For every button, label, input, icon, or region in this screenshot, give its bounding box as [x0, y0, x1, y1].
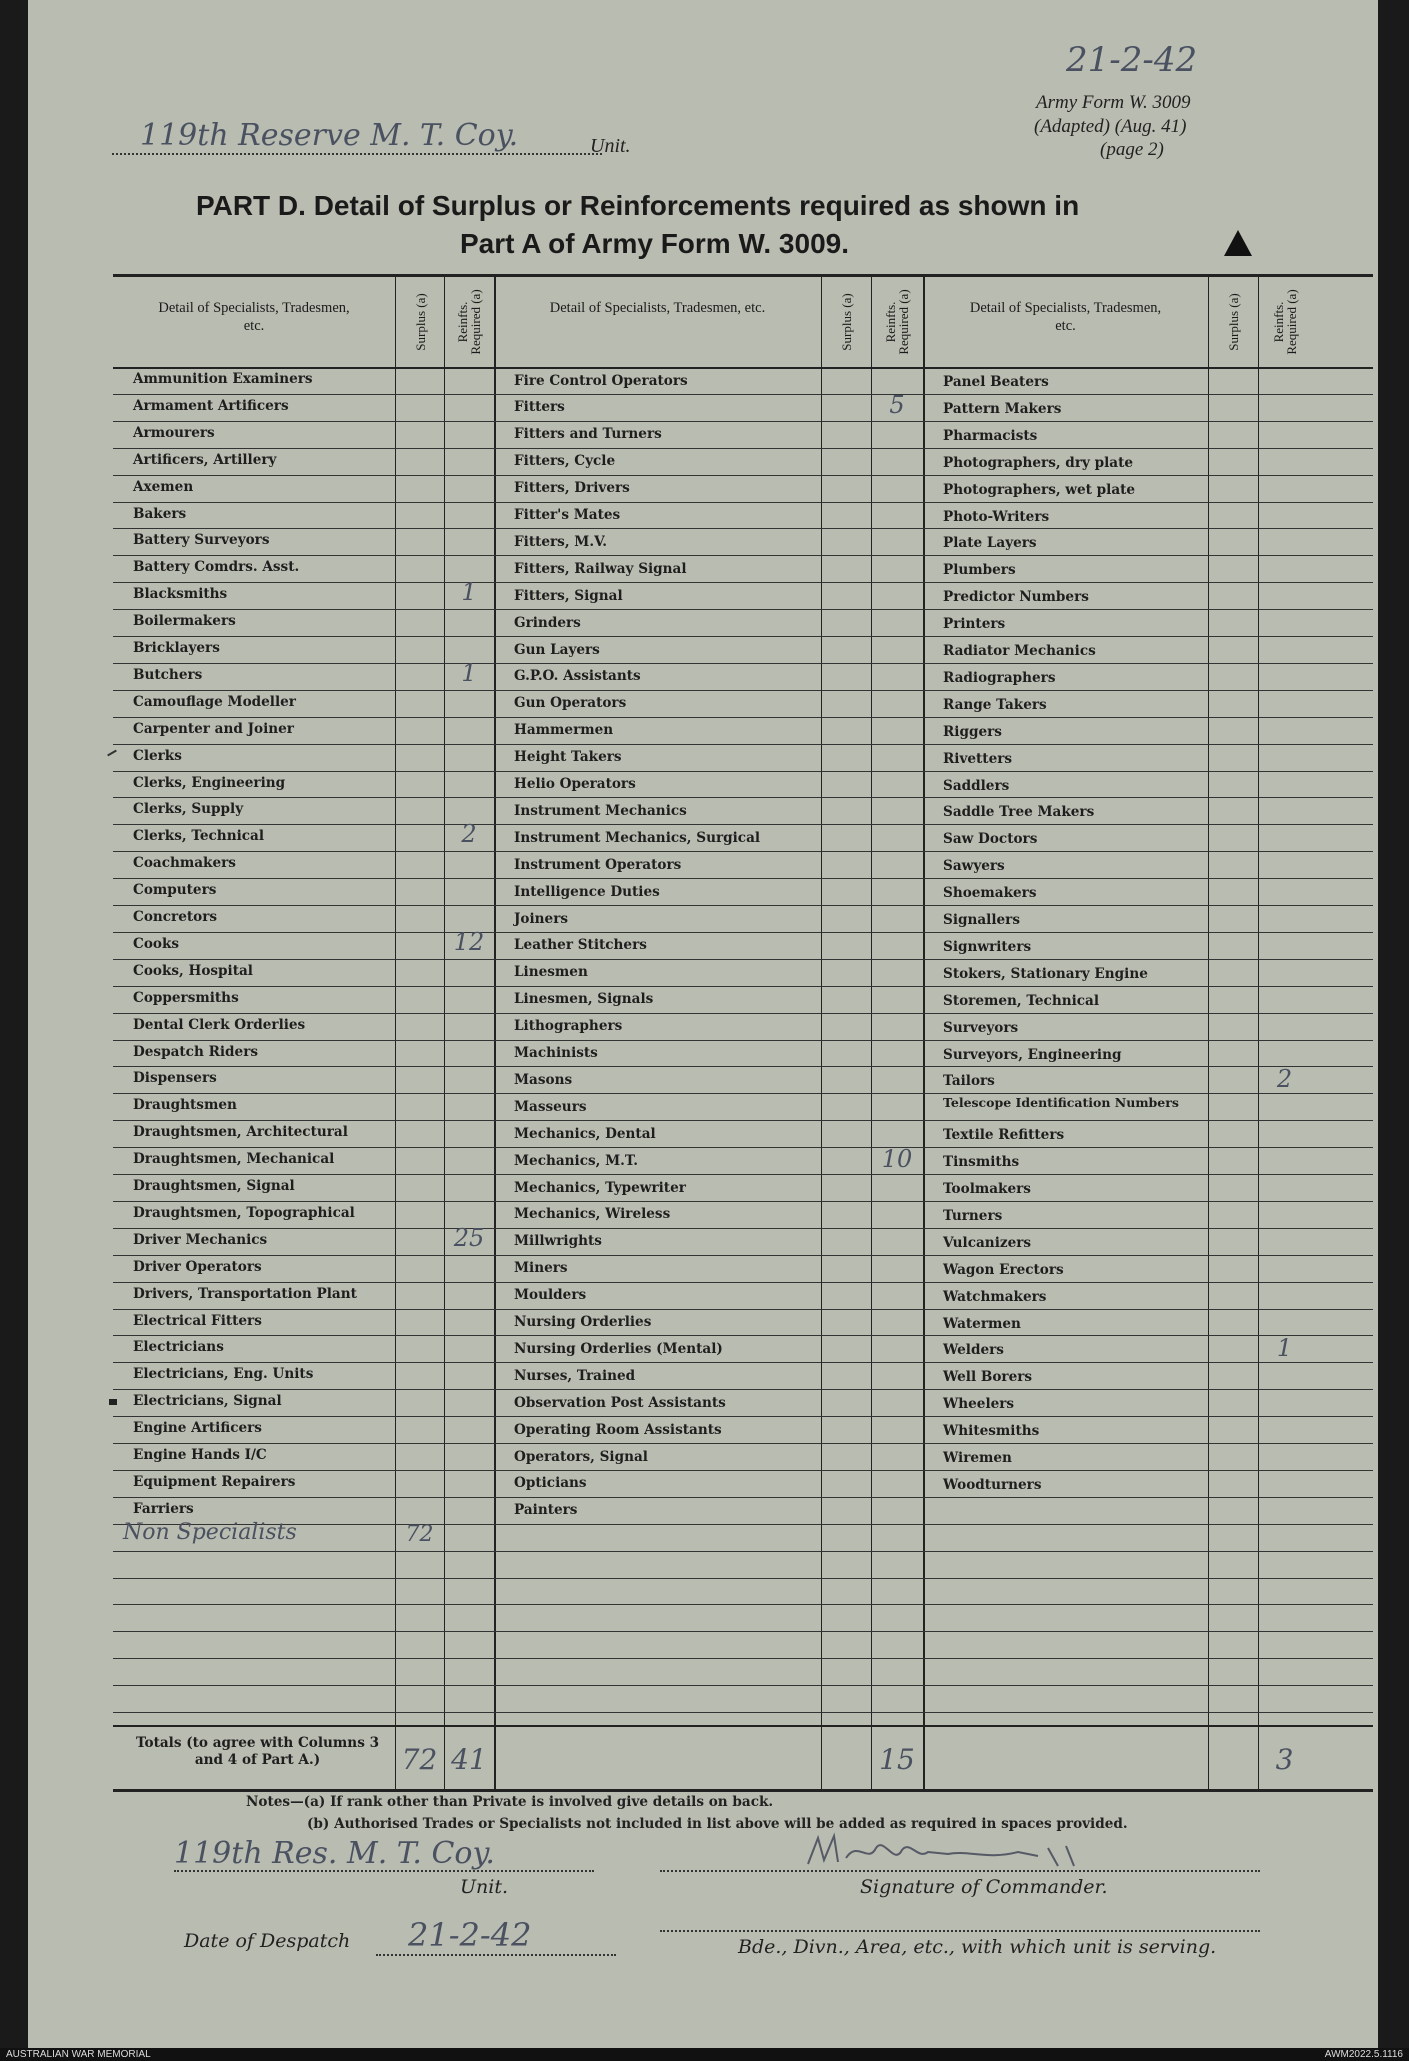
table-cell-label: Observation Post Assistants — [514, 1394, 726, 1411]
row-divider — [113, 1470, 1373, 1471]
row-divider — [113, 1443, 1373, 1444]
row-divider — [113, 1551, 1373, 1552]
column-header-reinfts: Reinfts. Required (a) — [883, 289, 911, 355]
footer-unit-label: Unit. — [460, 1876, 509, 1898]
table-cell-label: Photographers, dry plate — [943, 454, 1134, 471]
table-cell-label: Draughtsmen — [133, 1097, 237, 1114]
table-cell-label: Signwriters — [943, 938, 1032, 955]
table-cell-label: Gun Layers — [514, 641, 600, 658]
column-divider — [444, 277, 445, 1789]
reinfts-value: 1 — [1276, 1334, 1293, 1363]
table-cell-label: Toolmakers — [943, 1181, 1031, 1197]
table-cell-label: Electricians, Signal — [133, 1393, 282, 1410]
table-cell-label: Radiator Mechanics — [943, 643, 1096, 659]
bde-line — [660, 1930, 1260, 1932]
archive-name: AUSTRALIAN WAR MEMORIAL — [6, 2049, 151, 2060]
date-line — [376, 1954, 616, 1956]
table-cell-label: Shoemakers — [943, 885, 1037, 902]
table-cell-label: Electricians — [133, 1339, 224, 1356]
row-divider — [113, 986, 1373, 987]
table-cell-label: Bakers — [133, 505, 187, 522]
table-cell-label: Coachmakers — [133, 855, 236, 872]
table-cell-label: Turners — [943, 1207, 1003, 1224]
table-cell-label: Printers — [943, 616, 1006, 633]
table-cell-label: Fitters — [514, 399, 565, 416]
row-divider — [113, 528, 1373, 529]
table-cell-label: Blacksmiths — [133, 586, 228, 603]
table-cell-label: Electricians, Eng. Units — [133, 1366, 314, 1383]
column-divider — [821, 277, 822, 1789]
table-cell-label: Mechanics, Wireless — [514, 1206, 671, 1223]
row-divider — [113, 1120, 1373, 1121]
table-cell-label: Mechanics, M.T. — [514, 1152, 638, 1169]
signature-label: Signature of Commander. — [860, 1876, 1108, 1898]
table-cell-label: Riggers — [943, 723, 1002, 740]
archive-ref: AWM2022.5.1116 — [1324, 2049, 1403, 2060]
table-cell-label: Battery Surveyors — [133, 532, 270, 549]
non-specialists-label: Non Specialists — [123, 1519, 297, 1545]
table-cell-label: Surveyors, Engineering — [943, 1046, 1122, 1063]
table-cell-label: Fitters and Turners — [514, 426, 662, 443]
form-number-line2: (Adapted) (Aug. 41) — [1034, 116, 1187, 137]
table-cell-label: Whitesmiths — [943, 1423, 1040, 1440]
footer-handwritten-unit: 119th Res. M. T. Coy. — [174, 1836, 495, 1871]
column-header-reinfts: Reinfts. Required (a) — [1270, 289, 1299, 355]
reinfts-value: 1 — [461, 578, 477, 607]
table-cell-label: Linesmen, Signals — [514, 991, 654, 1008]
table-cell-label: Grinders — [514, 614, 581, 631]
row-divider — [113, 932, 1373, 933]
torn-corner-mark — [1224, 230, 1252, 256]
row-divider — [113, 1712, 1373, 1713]
form-number-line1: Army Form W. 3009 — [1036, 92, 1191, 113]
table-cell-label: Axemen — [133, 478, 194, 495]
table-cell-label: Saw Doctors — [943, 831, 1038, 848]
table-cell-label: Predictor Numbers — [943, 589, 1089, 606]
note-b: (b) Authorised Trades or Specialists not included in list above will be added as required in spaces provided. — [307, 1816, 1128, 1832]
row-divider — [113, 1685, 1373, 1686]
table-cell-label: Welders — [943, 1342, 1004, 1359]
row-divider — [113, 1013, 1373, 1014]
row-divider — [113, 663, 1373, 664]
row-divider — [113, 1282, 1373, 1283]
table-cell-label: Rivetters — [943, 750, 1013, 767]
table-cell-label: Pattern Makers — [943, 400, 1062, 417]
table-cell-label: Panel Beaters — [943, 374, 1049, 390]
table-cell-label: Radiographers — [943, 669, 1056, 686]
table-cell-label: Ammunition Examiners — [133, 371, 313, 387]
row-divider — [113, 959, 1373, 960]
table-cell-label: Wheelers — [943, 1396, 1015, 1413]
table-cell-label: Concretors — [133, 909, 218, 925]
row-divider — [113, 744, 1373, 745]
row-divider — [113, 1658, 1373, 1659]
table-cell-label: Sawyers — [943, 858, 1005, 875]
table-cell-label: Driver Mechanics — [133, 1231, 268, 1248]
table-cell-label: Intelligence Duties — [514, 883, 660, 900]
table-cell-label: Fire Control Operators — [514, 372, 688, 389]
table-cell-label: Draughtsmen, Topographical — [133, 1204, 355, 1221]
table-cell-label: Height Takers — [514, 749, 622, 766]
header-divider — [113, 367, 1373, 369]
table-cell-label: Masseurs — [514, 1098, 587, 1115]
page-title-line1: PART D. Detail of Surplus or Reinforcements required as shown in — [196, 190, 1080, 221]
table-cell-label: Drivers, Transportation Plant — [133, 1285, 357, 1302]
column-divider — [923, 277, 925, 1789]
column-divider — [494, 277, 496, 1789]
table-cell-label: Engine Hands I/C — [133, 1447, 267, 1463]
table-cell-label: Vulcanizers — [943, 1234, 1032, 1251]
table-cell-label: Nurses, Trained — [514, 1367, 636, 1384]
table-cell-label: Clerks, Supply — [133, 801, 244, 818]
table-cell-label: Equipment Repairers — [133, 1473, 296, 1490]
row-divider — [113, 1201, 1373, 1202]
table-cell-label: Nursing Orderlies (Mental) — [514, 1340, 723, 1357]
form-number-line3: (page 2) — [1100, 139, 1164, 160]
table-cell-label: Draughtsmen, Mechanical — [133, 1151, 335, 1168]
table-cell-label: Surveyors — [943, 1019, 1019, 1036]
row-divider — [113, 1416, 1373, 1417]
table-cell-label: Wagon Erectors — [943, 1261, 1064, 1278]
table-cell-label: Saddlers — [943, 777, 1010, 794]
table-cell-label: Watchmakers — [943, 1288, 1047, 1305]
row-divider — [113, 771, 1373, 772]
totals-value: 3 — [1275, 1743, 1294, 1776]
row-divider — [113, 1255, 1373, 1256]
table-cell-label: Fitters, Drivers — [514, 480, 630, 497]
table-cell-label: Plate Layers — [943, 535, 1037, 552]
table-cell-label: Plumbers — [943, 562, 1016, 579]
row-divider — [113, 1524, 1373, 1525]
table-cell-label: Driver Operators — [133, 1258, 262, 1275]
table-cell-label: Electrical Fitters — [133, 1312, 262, 1329]
table-cell-label: Wiremen — [943, 1450, 1012, 1466]
table-cell-label: Artificers, Artillery — [133, 451, 277, 468]
row-divider — [113, 582, 1373, 583]
table-cell-label: Nursing Orderlies — [514, 1314, 652, 1330]
table-cell-label: Masons — [514, 1071, 573, 1088]
row-divider — [113, 609, 1373, 610]
table-cell-label: Machinists — [514, 1045, 598, 1061]
table-cell-label: Millwrights — [514, 1233, 602, 1250]
table-cell-label: Fitters, Cycle — [514, 453, 616, 470]
page-title-line2: Part A of Army Form W. 3009. — [460, 228, 849, 259]
table-cell-label: Armourers — [133, 424, 215, 441]
table-cell-label: Photo-Writers — [943, 508, 1050, 525]
row-divider — [113, 1309, 1373, 1310]
table-cell-label: Cooks — [133, 935, 180, 952]
table-cell-label: Watermen — [943, 1315, 1021, 1332]
row-divider — [113, 636, 1373, 637]
pencil-tick-mark — [107, 749, 117, 756]
totals-value: 15 — [879, 1743, 915, 1776]
note-a: Notes—(a) If rank other than Private is involved give details on back. — [246, 1794, 774, 1810]
table-cell-label: Battery Comdrs. Asst. — [133, 559, 300, 576]
table-cell-label: Range Takers — [943, 696, 1047, 713]
table-cell-label: Draughtsmen, Architectural — [133, 1124, 348, 1141]
row-divider — [113, 448, 1373, 449]
row-divider — [113, 421, 1373, 422]
column-header-detail: Detail of Specialists, Tradesmen, etc. — [969, 300, 1162, 334]
bde-label: Bde., Divn., Area, etc., with which unit is serving. — [738, 1936, 1217, 1958]
table-cell-label: Operating Room Assistants — [514, 1421, 722, 1438]
row-divider — [113, 555, 1373, 556]
footer-unit-line — [174, 1870, 594, 1872]
pencil-tick-mark — [109, 1399, 117, 1405]
table-cell-label: Storemen, Technical — [943, 992, 1100, 1009]
specialists-table — [113, 274, 1373, 1792]
row-divider — [113, 1040, 1373, 1041]
reinfts-value: 5 — [889, 391, 905, 420]
row-divider — [113, 1174, 1373, 1175]
totals-value: 41 — [451, 1743, 487, 1776]
table-cell-label: Armament Artificers — [133, 397, 289, 414]
totals-value: 72 — [401, 1743, 438, 1776]
table-cell-label: Miners — [514, 1260, 568, 1277]
table-cell-label: Saddle Tree Makers — [943, 804, 1095, 821]
column-header-surplus: Surplus (a) — [838, 293, 854, 351]
table-cell-label: Lithographers — [514, 1018, 623, 1035]
table-cell-label: Gun Operators — [514, 695, 627, 712]
reinfts-value: 12 — [453, 927, 485, 956]
table-cell-label: Draughtsmen, Signal — [133, 1178, 295, 1194]
table-cell-label: Farriers — [133, 1500, 194, 1517]
table-cell-label: G.P.O. Assistants — [514, 668, 641, 685]
table-cell-label: Cooks, Hospital — [133, 962, 253, 979]
table-cell-label: Dental Clerk Orderlies — [133, 1016, 306, 1033]
column-header-surplus: Surplus (a) — [412, 293, 427, 351]
table-cell-label: Pharmacists — [943, 427, 1038, 444]
table-cell-label: Coppersmiths — [133, 989, 239, 1006]
reinfts-value: 25 — [453, 1223, 485, 1252]
row-divider — [113, 475, 1373, 476]
table-cell-label: Photographers, wet plate — [943, 481, 1136, 498]
table-cell-label: Despatch Riders — [133, 1043, 259, 1060]
column-divider — [395, 277, 396, 1789]
row-divider — [113, 1335, 1373, 1336]
row-divider — [113, 717, 1373, 718]
column-header-detail: Detail of Specialists, Tradesmen, etc. — [549, 300, 766, 316]
table-cell-label: Tinsmiths — [943, 1154, 1020, 1171]
reinfts-value: 10 — [881, 1144, 913, 1173]
column-header-surplus: Surplus (a) — [1225, 293, 1241, 351]
table-cell-label: Dispensers — [133, 1070, 217, 1087]
table-cell-label: Instrument Operators — [514, 856, 682, 873]
table-cell-label: Mechanics, Dental — [514, 1125, 656, 1142]
column-divider — [1208, 277, 1209, 1789]
row-divider — [113, 797, 1373, 798]
table-cell-label: Tailors — [943, 1073, 995, 1090]
row-divider — [113, 878, 1373, 879]
reinfts-value: 1 — [461, 658, 477, 687]
reinfts-value: 2 — [461, 820, 477, 849]
totals-divider — [113, 1725, 1373, 1727]
date-label: Date of Despatch — [184, 1930, 351, 1952]
table-cell-label: Opticians — [514, 1475, 587, 1492]
table-cell-label: Moulders — [514, 1287, 587, 1304]
table-cell-label: Helio Operators — [514, 776, 636, 792]
handwritten-unit: 119th Reserve M. T. Coy. — [140, 118, 519, 153]
row-divider — [113, 1604, 1373, 1605]
row-divider — [113, 394, 1373, 395]
handwritten-date-top: 21-2-42 — [1066, 40, 1198, 80]
table-cell-label: Bricklayers — [133, 640, 220, 656]
table-cell-label: Stokers, Stationary Engine — [943, 965, 1148, 982]
table-cell-label: Painters — [514, 1502, 578, 1519]
table-cell-label: Clerks — [133, 747, 182, 764]
table-cell-label: Well Borers — [943, 1369, 1033, 1386]
row-divider — [113, 1578, 1373, 1579]
row-divider — [113, 502, 1373, 503]
table-cell-label: Joiners — [514, 910, 569, 927]
row-divider — [113, 905, 1373, 906]
table-cell-label: Textile Refitters — [943, 1127, 1065, 1144]
reinfts-value: 2 — [1276, 1065, 1293, 1094]
column-header-reinfts: Reinfts. Required (a) — [455, 289, 483, 355]
table-cell-label: Engine Artificers — [133, 1420, 262, 1437]
non-specialists-surplus: 72 — [405, 1521, 434, 1547]
table-cell-label: Fitters, M.V. — [514, 533, 607, 550]
column-header-detail: Detail of Specialists, Tradesmen, etc. — [158, 300, 350, 334]
column-divider — [871, 277, 872, 1789]
table-cell-label: Telescope Identification Numbers — [943, 1095, 1179, 1111]
row-divider — [113, 690, 1373, 691]
table-cell-label: Operators, Signal — [514, 1448, 648, 1465]
table-cell-label: Woodturners — [943, 1476, 1042, 1493]
unit-label: Unit. — [590, 135, 631, 157]
table-cell-label: Instrument Mechanics, Surgical — [514, 829, 761, 846]
unit-dotted-line — [112, 153, 602, 155]
commander-signature — [798, 1830, 1098, 1874]
table-cell-label: Linesmen — [514, 964, 588, 981]
archive-strip — [0, 2048, 1409, 2061]
table-cell-label: Butchers — [133, 666, 203, 683]
table-cell-label: Hammermen — [514, 722, 614, 739]
table-cell-label: Fitter's Mates — [514, 507, 621, 523]
row-divider — [113, 1228, 1373, 1229]
row-divider — [113, 1066, 1373, 1067]
totals-label: Totals (to agree with Columns 3 and 4 of Part A.) — [135, 1735, 380, 1768]
table-cell-label: Fitters, Signal — [514, 587, 623, 604]
table-cell-label: Camouflage Modeller — [133, 693, 296, 710]
row-divider — [113, 1631, 1373, 1632]
table-cell-label: Fitters, Railway Signal — [514, 560, 687, 577]
table-cell-label: Clerks, Engineering — [133, 774, 286, 791]
form-page — [28, 0, 1378, 2048]
row-divider — [113, 1362, 1373, 1363]
row-divider — [113, 1147, 1373, 1148]
table-cell-label: Signallers — [943, 912, 1020, 928]
table-cell-label: Mechanics, Typewriter — [514, 1179, 686, 1196]
row-divider — [113, 1093, 1373, 1094]
table-cell-label: Boilermakers — [133, 613, 236, 630]
table-cell-label: Carpenter and Joiner — [133, 720, 294, 737]
table-cell-label: Instrument Mechanics — [514, 802, 687, 819]
row-divider — [113, 851, 1373, 852]
table-cell-label: Clerks, Technical — [133, 828, 264, 845]
date-value: 21-2-42 — [408, 1916, 532, 1954]
table-cell-label: Computers — [133, 882, 217, 899]
table-cell-label: Leather Stitchers — [514, 937, 647, 954]
column-divider — [1258, 277, 1259, 1789]
row-divider — [113, 824, 1373, 825]
row-divider — [113, 1497, 1373, 1498]
row-divider — [113, 1389, 1373, 1390]
